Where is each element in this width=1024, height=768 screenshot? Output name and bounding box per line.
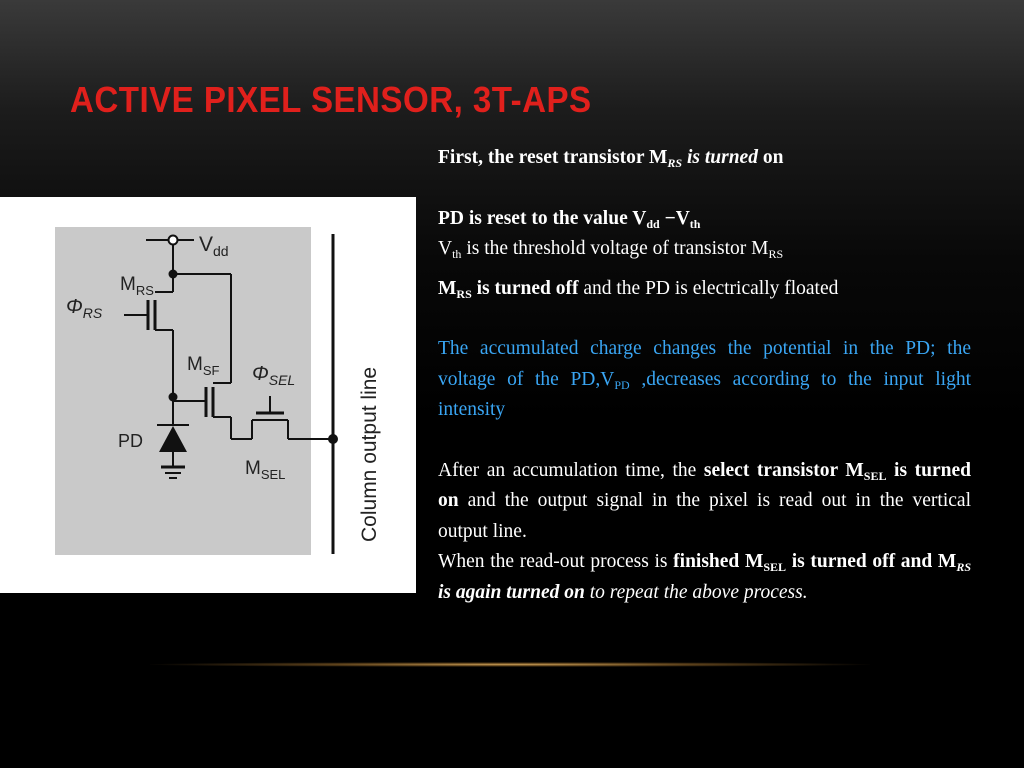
para-reset-transistor: First, the reset transistor $M_{RS}$ is turned on — [438, 147, 784, 170]
para-pd-reset: PD is reset to the value $V_{dd} -V_{th}$ — [438, 207, 701, 231]
slide-body-text — [438, 143, 971, 608]
node-dot — [169, 270, 178, 279]
footer-divider-glow — [150, 662, 870, 667]
label-phi-sel: $\Phi_{SEL}$ — [252, 363, 296, 388]
label-column-output-line: Column output line — [358, 366, 381, 542]
node-dot — [328, 434, 338, 444]
para-accumulation-time: After an accumulation time, the select transistor $M_{SEL}$ is turned on and the output signal in the pixel is read out in the vertical output line. — [438, 459, 971, 542]
para-threshold-voltage: $V_{th}$ is the threshold voltage of transistor $M_{RS}$ — [438, 238, 784, 261]
label-pd: PD — [118, 431, 144, 451]
label-msf: $M_{SF}$ — [187, 354, 220, 378]
node-dot — [169, 393, 178, 402]
slide-title: ACTIVE PIXEL SENSOR, 3T-APS — [70, 79, 592, 120]
label-mrs: $M_{RS}$ — [120, 274, 154, 298]
para-mrs-off: $M_{RS}$ is turned off and the PD is electrically floated — [438, 277, 839, 301]
para-accumulated-charge: The accumulated charge changes the potential in the PD; the voltage of the $PD,V_{PD}$ ,decreases according to the input light intensity — [438, 338, 971, 420]
circuit-diagram — [0, 197, 416, 593]
label-vdd: $V_{dd}$ — [199, 233, 229, 259]
para-readout-finished: When the read-out process is finished $M_{SEL}$ is turned off and $M_{RS}$ is again turned on to repeat the above process. — [438, 551, 971, 603]
label-msel: $M_{SEL}$ — [245, 458, 286, 482]
label-phi-rs: $\Phi_{RS}$ — [66, 296, 103, 321]
diagram-panel — [55, 227, 311, 555]
